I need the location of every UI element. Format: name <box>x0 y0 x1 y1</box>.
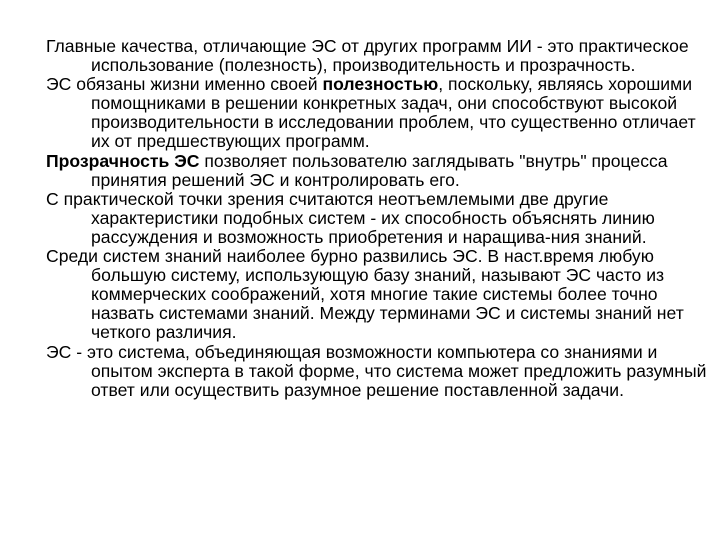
paragraph-text: позволяет пользователю заглядывать "внутрь" процесса принятия решений ЭС и контролировать его. <box>91 150 668 190</box>
paragraph-transparency <box>46 152 716 190</box>
paragraph-definition <box>46 343 716 400</box>
paragraph-knowledge-systems <box>46 247 716 342</box>
paragraph-text: , поскольку, являясь хорошими помощниками в решении конкретных задач, они способствуют высокой производительности в исследовании проблем, что существенно отличает их от предшествующих программ. <box>91 74 696 152</box>
paragraph-text: С практической точки зрения считаются неотъемлемыми две другие характеристики подобных систем - их способность объяснять линию рассуждения и возможность приобретения и наращива-ния знаний. <box>46 188 655 247</box>
paragraph-practical <box>46 190 716 247</box>
paragraph-text: ЭС обязаны жизни именно своей <box>46 74 323 95</box>
text-body <box>46 37 716 400</box>
paragraph-text: Главные качества, отличающие ЭС от других программ ИИ - это практическое использование (полезность), производительность и прозрачность. <box>46 36 689 76</box>
paragraph-text: ЭС - это система, объединяющая возможности компьютера со знаниями и опытом эксперта в такой форме, что система может предложить разумный ответ или осуществить разумное решение поставленной задачи. <box>46 341 707 400</box>
paragraph-text: Среди систем знаний наиболее бурно развились ЭС. В наст.время любую большую систему, использующую базу знаний, называют ЭС часто из коммерческих соображений, хотя многие такие системы более точно назвать системами знаний. Между терминами ЭС и системы знаний нет четкого различия. <box>46 246 684 343</box>
paragraph-bold-term: Прозрачность ЭС <box>46 150 200 171</box>
paragraph-main-qualities <box>46 37 716 75</box>
paragraph-bold-term: полезностью <box>322 74 439 95</box>
paragraph-usefulness <box>46 75 716 151</box>
